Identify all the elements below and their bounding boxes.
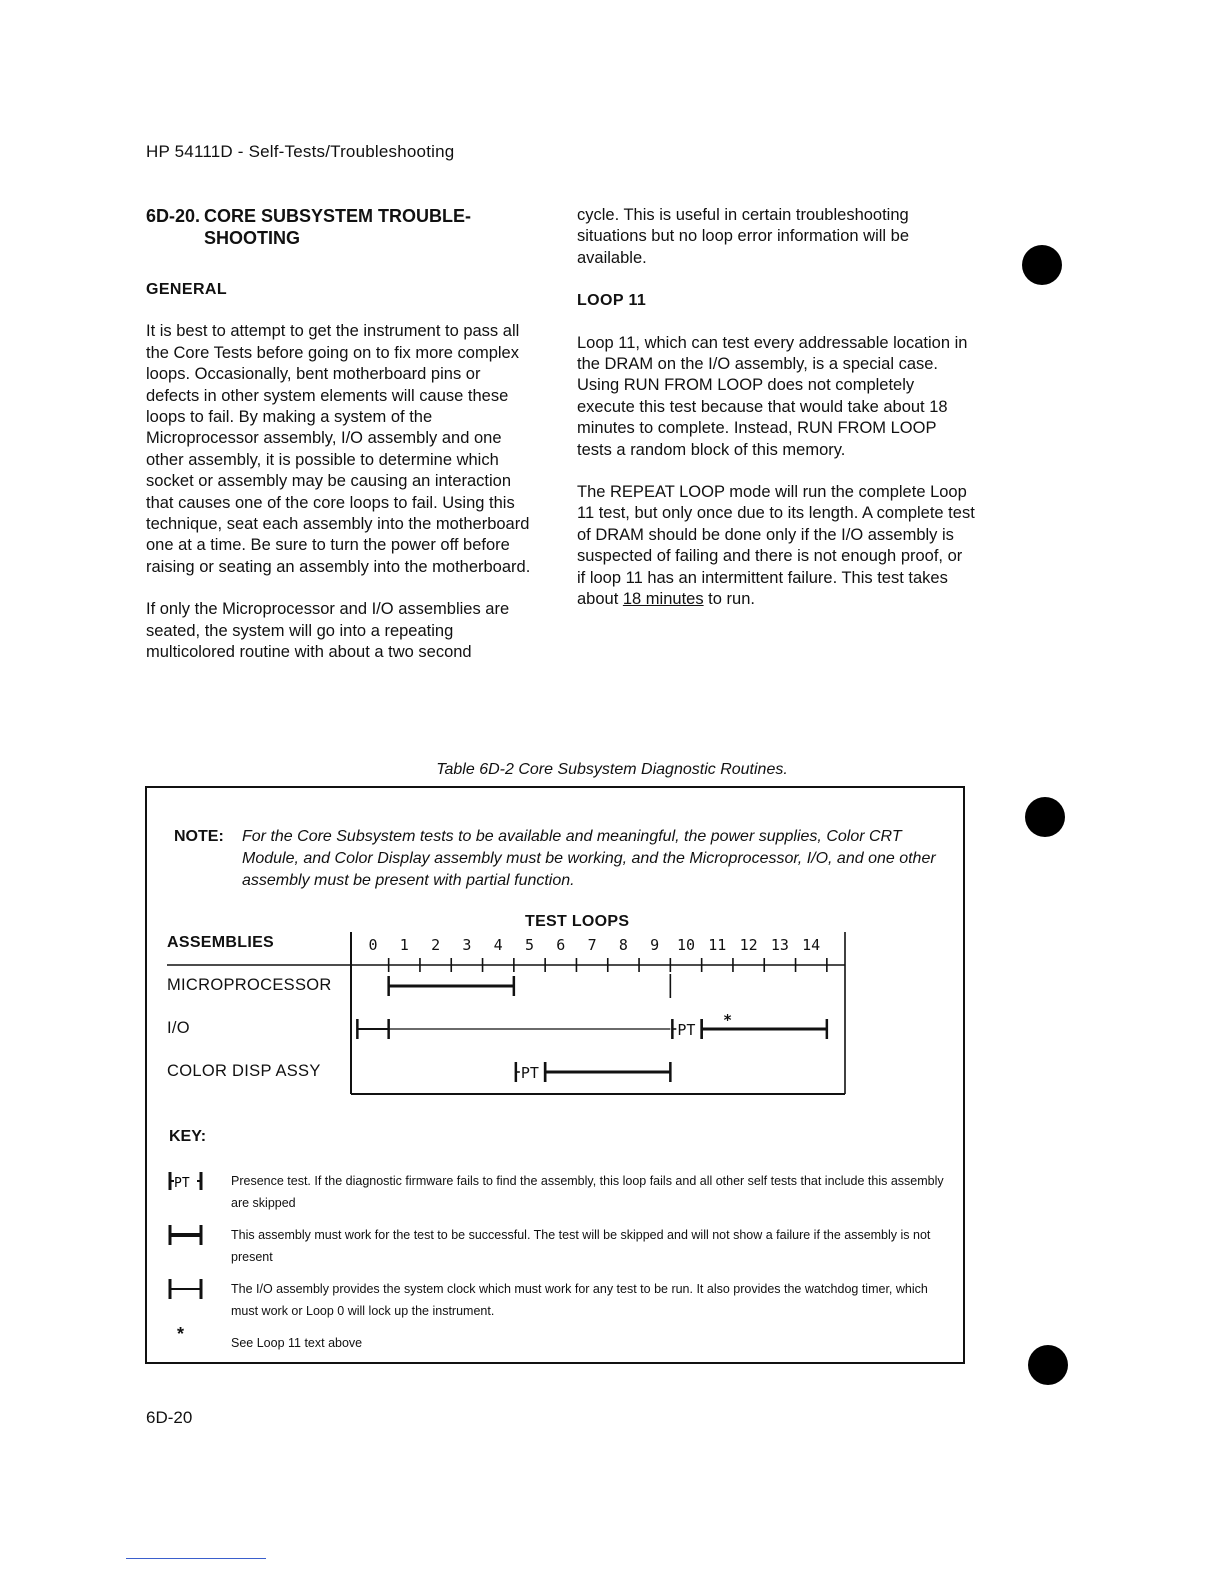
right-column <box>577 205 975 632</box>
loop11-paragraph-2 <box>577 482 975 610</box>
key-symbol-must-work <box>167 1222 227 1248</box>
running-header: HP 54111D - Self-Tests/Troubleshooting <box>146 142 455 161</box>
row-segments <box>357 974 826 1082</box>
section-number: 6D-20. <box>146 206 201 226</box>
section-title-line1: CORE SUBSYSTEM TROUBLE- <box>204 206 472 226</box>
binder-hole-bottom <box>1028 1345 1068 1385</box>
loop-number-labels <box>368 936 820 954</box>
loop-label-12: 12 <box>739 936 758 954</box>
note-text: For the Core Subsystem tests to be available and meaningful, the power supplies, Color CRT Module, and Color Display assembly must be working, and the Microprocessor, I/O, and one other assembly must be present with partial function. <box>242 828 936 889</box>
loop-label-1: 1 <box>399 936 409 954</box>
loop11-paragraph-2-b: to run. <box>703 590 755 609</box>
key-text-asterisk: See Loop 11 text above <box>231 1336 363 1350</box>
loop-label-6: 6 <box>556 936 566 954</box>
loop-label-14: 14 <box>802 936 821 954</box>
key-text-must-work: This assembly must work for the test to be successful. The test will be skipped and will not show a failure if the assembly is not present <box>231 1228 931 1264</box>
key-symbol-pt-text: PT <box>174 1176 190 1191</box>
key-text-presence: Presence test. If the diagnostic firmware fails to find the assembly, this loop fails and all other self tests that include this assembly are skipped <box>231 1174 944 1210</box>
loop11-duration: 18 minutes <box>622 590 704 609</box>
left-column <box>146 205 536 685</box>
key-symbol-clock <box>167 1276 227 1302</box>
key-text-clock: The I/O assembly provides the system clock which must work for any test to be run. It also provides the watchdog timer, which must work or Loop 0 will lock up the instrument. <box>231 1282 928 1318</box>
loop-label-13: 13 <box>770 936 789 954</box>
loop-label-8: 8 <box>618 936 628 954</box>
general-paragraph-2-continued: cycle. This is useful in certain troubleshooting situations but no loop error information will be available. <box>577 206 910 267</box>
loop-label-5: 5 <box>524 936 535 954</box>
general-paragraph-2: If only the Microprocessor and I/O assemblies are seated, the system will go into a repeating multicolored routine with about a two second <box>146 600 510 662</box>
loop-grid <box>147 788 963 1362</box>
key-heading: KEY: <box>169 1128 207 1145</box>
binder-hole-top <box>1022 245 1062 285</box>
loop11-paragraph-2-a: The REPEAT LOOP mode will run the complete Loop 11 test, but only once due to its length. A complete test of DRAM should be done only if the I/O assembly is suspected of failing and there is not enough proof, or if loop 11 has an intermittent failure. This test takes about <box>577 483 975 609</box>
segment-presence-label: PT <box>520 1064 539 1082</box>
section-title-line2: SHOOTING <box>204 228 301 248</box>
loop-label-7: 7 <box>587 936 597 954</box>
loop-label-2: 2 <box>431 936 441 954</box>
row-label-io: I/O <box>167 1019 190 1037</box>
loop-label-10: 10 <box>676 936 696 954</box>
table-caption: Table 6D-2 Core Subsystem Diagnostic Routines. <box>436 761 788 778</box>
loop-label-3: 3 <box>462 936 472 954</box>
loop-label-11: 11 <box>708 936 727 954</box>
key-symbol-asterisk: * <box>177 1324 185 1344</box>
row-label-microprocessor: MICROPROCESSOR <box>167 976 332 994</box>
segment-asterisk: * <box>723 1011 732 1029</box>
bottom-rule <box>126 1558 266 1559</box>
diagnostic-table <box>145 786 965 1364</box>
loop11-heading: LOOP 11 <box>577 292 647 310</box>
assemblies-heading: ASSEMBLIES <box>167 934 275 951</box>
row-label-color-disp: COLOR DISP ASSY <box>167 1062 321 1080</box>
binder-hole-middle <box>1025 797 1065 837</box>
key-symbol-presence <box>167 1168 227 1194</box>
test-loops-title: TEST LOOPS <box>525 913 630 930</box>
segment-presence-label: PT <box>677 1021 696 1039</box>
loop-label-0: 0 <box>368 936 378 954</box>
loop-label-9: 9 <box>650 936 660 954</box>
section-title <box>146 205 536 249</box>
general-paragraph-1: It is best to attempt to get the instrument to pass all the Core Tests before going on to fix more complex loops. Occasionally, bent motherboard pins or defects in other system elements will cause these loops to fail. By making a system of the Microprocessor assembly, I/O assembly and one other assembly, it is possible to determine which socket or assembly may be causing an interaction that causes one of the core loops to fail. Using this technique, seat each assembly into the motherboard one at a time. Be sure to turn the power off before raising or seating an assembly into the motherboard. <box>146 322 531 576</box>
page-number: 6D-20 <box>146 1408 193 1427</box>
loop11-paragraph-1: Loop 11, which can test every addressable location in the DRAM on the I/O assembly, is a special case. Using RUN FROM LOOP does not completely execute this test because that would take about 18 minutes to complete. Instead, RUN FROM LOOP tests a random block of this memory. <box>577 333 968 459</box>
note-label: NOTE: <box>174 828 224 845</box>
loop-label-4: 4 <box>493 936 503 954</box>
general-heading: GENERAL <box>146 281 228 298</box>
